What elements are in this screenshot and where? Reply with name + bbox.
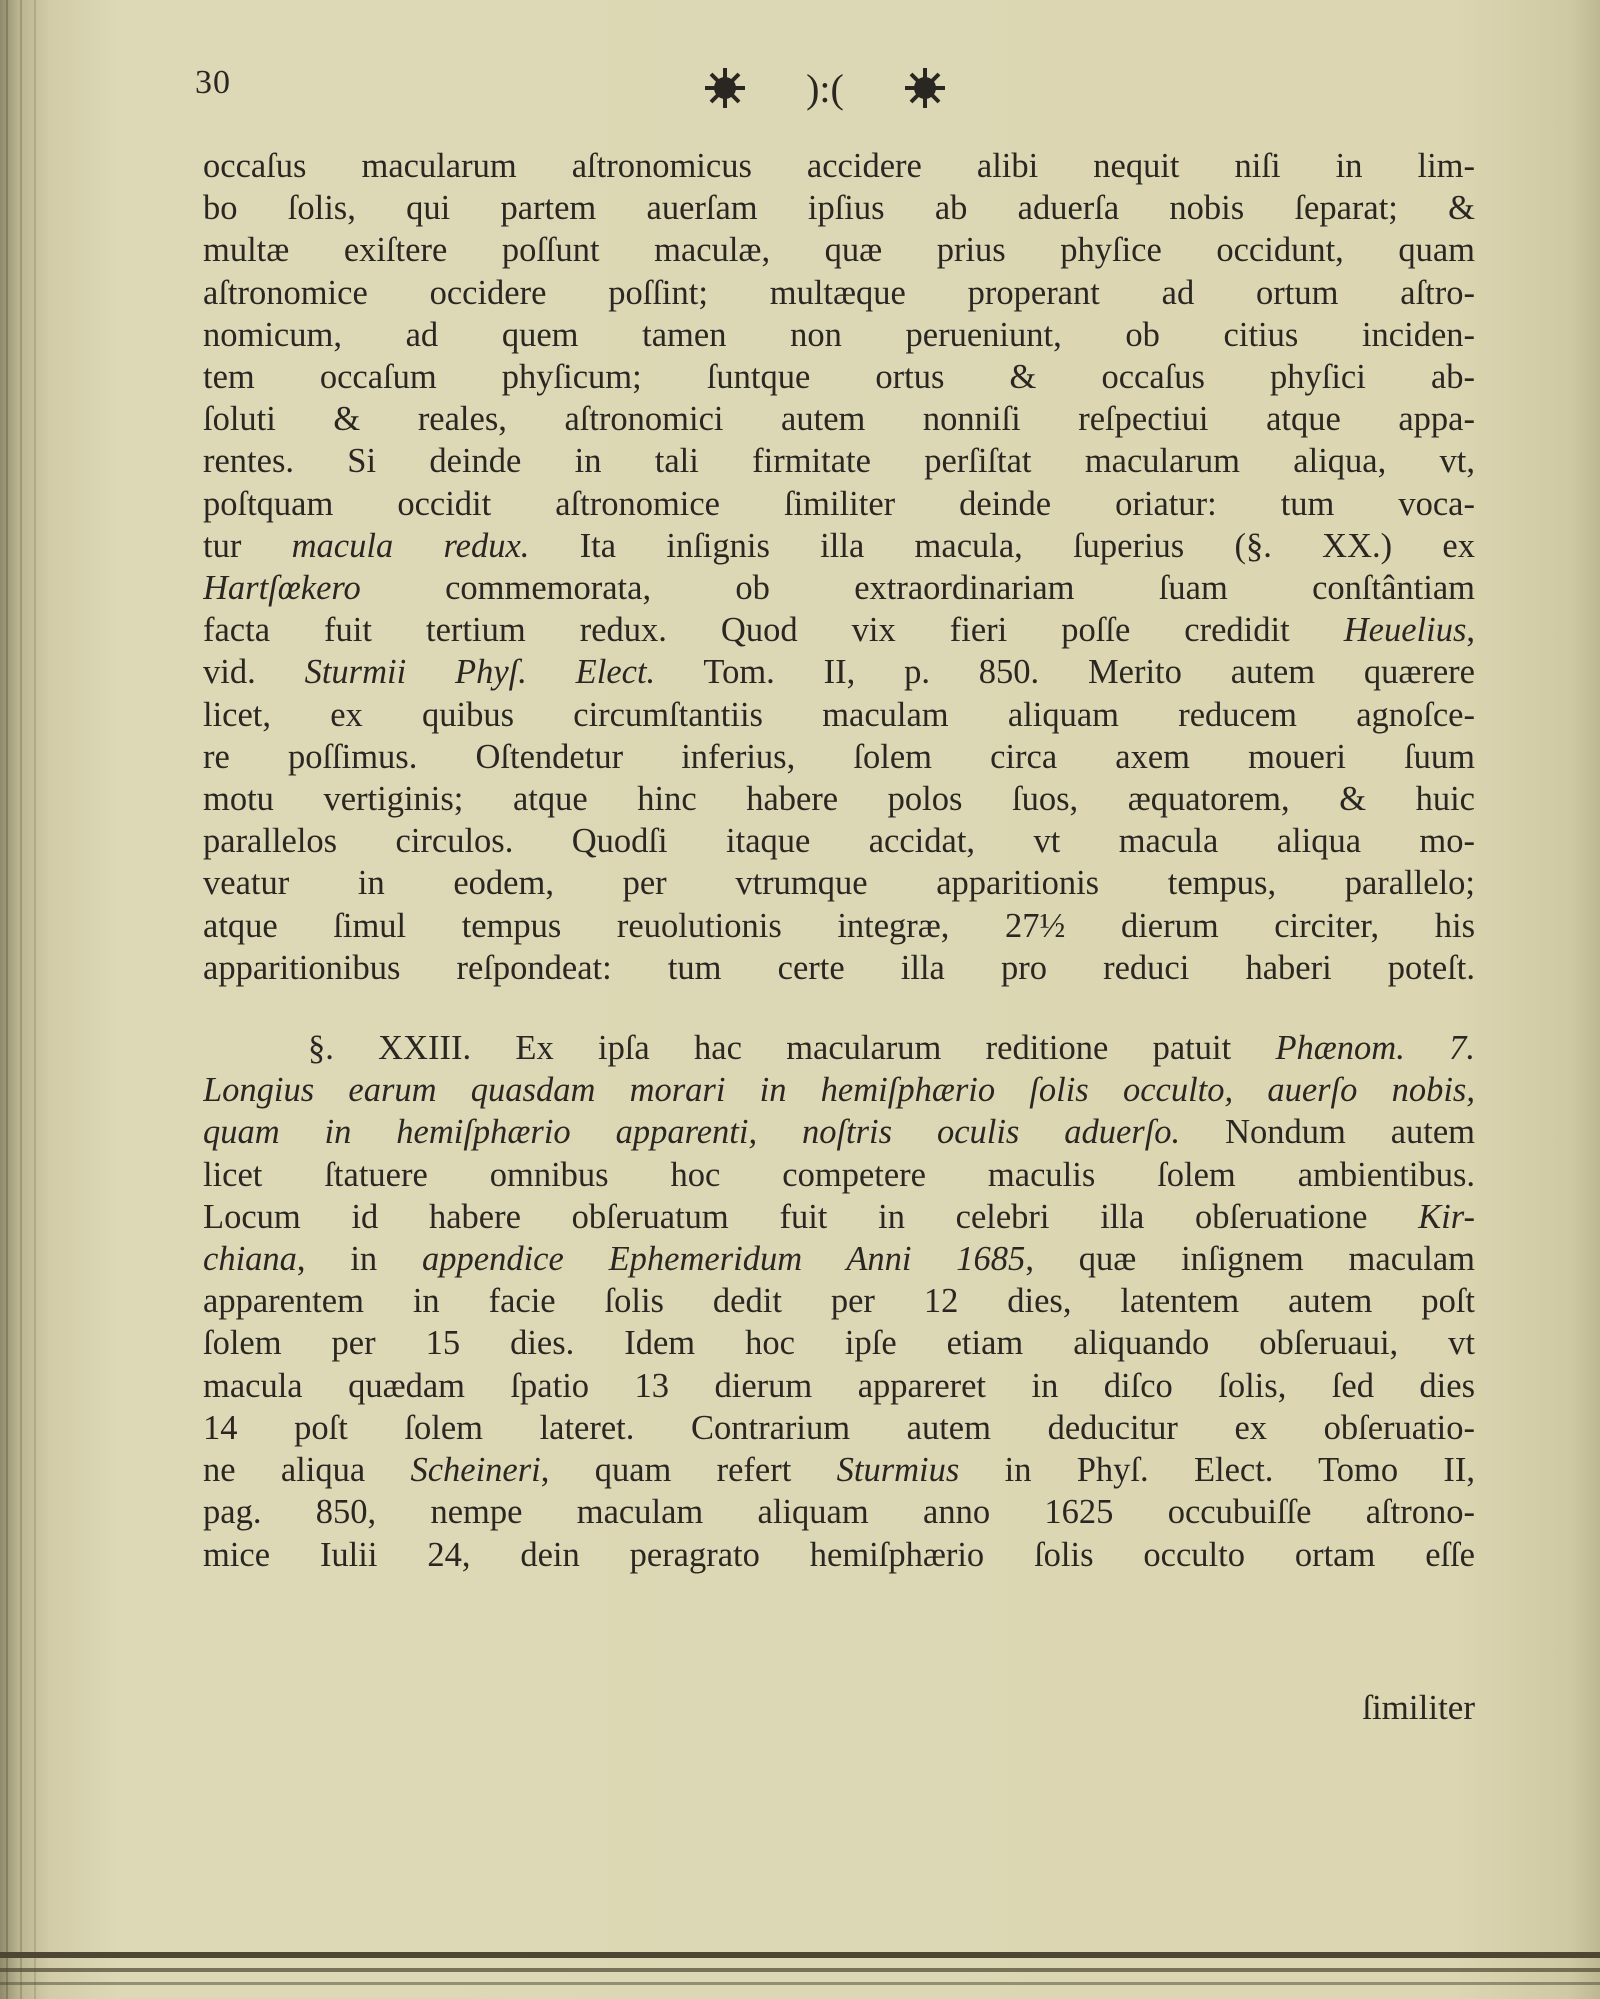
page-header (195, 58, 1475, 118)
text-line: apparitionibus reſpondeat: tum certe illa pro reduci haberi poteſt. (203, 948, 1475, 987)
text-line: bo ſolis, qui partem auerſam ipſius ab aduerſa nobis ſeparat; & (203, 189, 1475, 228)
italic-run: Sturmii Phyſ. Elect. (304, 653, 656, 692)
gutter-line (34, 0, 36, 1999)
text-run: , in (296, 1240, 422, 1279)
paragraph-1 (203, 145, 1475, 989)
italic-run: Scheineri (410, 1451, 541, 1490)
text-line: veatur in eodem, per vtrumque apparitionis tempus, parallelo; (203, 864, 1475, 903)
text-line: poſtquam occidit aſtronomice ſimiliter deinde oriatur: tum voca- (203, 484, 1475, 523)
italic-run: Kir- (1418, 1197, 1475, 1236)
main-text (203, 145, 1475, 1576)
ornament-icon (695, 58, 955, 118)
text-line (203, 1196, 1475, 1238)
text-line (203, 1449, 1475, 1491)
gutter-line (20, 0, 22, 1999)
italic-run: chiana (203, 1240, 297, 1279)
svg-text:):(: ):( (806, 66, 844, 111)
italic-run: Sturmius (836, 1451, 960, 1490)
text-run: Nondum autem (1180, 1113, 1475, 1152)
italic-run: Phænom. 7. (1275, 1029, 1475, 1068)
paragraph-2 (203, 1027, 1475, 1576)
text-line: licet, ex quibus circumſtantiis maculam aliquam reducem agnoſce- (203, 695, 1475, 734)
text-line: pag. 850, nempe maculam aliquam anno 1625 occubuiſſe aſtrono- (203, 1493, 1475, 1532)
text-run: , quam refert (540, 1451, 837, 1490)
text-line: tem occaſum phyſicum; ſuntque ortus & occaſus phyſici ab- (203, 358, 1475, 397)
text-line: motu vertiginis; atque hinc habere polos ſuos, æquatorem, & huic (203, 780, 1475, 819)
text-line (203, 1027, 1475, 1069)
text-line (203, 651, 1475, 693)
text-line: re poſſimus. Oſtendetur inferius, ſolem circa axem moueri ſuum (203, 737, 1475, 776)
catchword: ſimiliter (1362, 1688, 1475, 1727)
text-run: in Phyſ. Elect. Tomo II, (959, 1451, 1475, 1490)
italic-run: Heuelius (1343, 611, 1467, 650)
header-ornament (695, 58, 955, 118)
text-run: Locum id habere obſeruatum fuit in celebri illa obſeruatione (203, 1197, 1419, 1236)
text-line (203, 525, 1475, 567)
text-line: nomicum, ad quem tamen non perueniunt, ob citius inciden- (203, 315, 1475, 354)
italic-run: Hartſœkero (203, 569, 361, 608)
text-line: ſolem per 15 dies. Idem hoc ipſe etiam aliquando obſeruaui, vt (203, 1324, 1475, 1363)
italic-run: macula redux. (291, 526, 530, 565)
text-line: atque ſimul tempus reuolutionis integræ, 27½ dierum circiter, his (203, 906, 1475, 945)
text-line (203, 609, 1475, 651)
text-run: ne aliqua (203, 1451, 411, 1490)
text-run: Tom. II, p. 850. Merito autem quærere (655, 653, 1475, 692)
text-line: occaſus macularum aſtronomicus accidere alibi nequit niſi in lim- (203, 147, 1475, 185)
text-run: Ita inſignis illa macula, ſuperius (§. XX.) ex (529, 526, 1475, 565)
text-run: , quæ inſignem maculam (1025, 1240, 1475, 1279)
page-number: 30 (195, 64, 231, 101)
text-line: ſoluti & reales, aſtronomici autem nonniſi reſpectiui atque appa- (203, 400, 1475, 439)
text-line: parallelos circulos. Quodſi itaque accidat, vt macula aliqua mo- (203, 822, 1475, 861)
text-line: rentes. Si deinde in tali firmitate perſiſtat macularum aliqua, vt, (203, 442, 1475, 481)
text-line (203, 1238, 1475, 1280)
text-line: apparentem in facie ſolis dedit per 12 dies, latentem autem poſt (203, 1282, 1475, 1321)
text-run: commemorata, ob extraordinariam ſuam conſtântiam (360, 569, 1475, 608)
italic-run: Longius earum quasdam morari in hemiſphærio ſolis occulto, auerſo nobis, (203, 1071, 1475, 1110)
text-run: §. XXIII. Ex ipſa hac macularum reditione patuit (308, 1029, 1276, 1068)
text-line: 14 poſt ſolem lateret. Contrarium autem deducitur ex obſeruatio- (203, 1408, 1475, 1447)
text-line (203, 1069, 1475, 1111)
italic-run: appendice Ephemeridum Anni 1685 (422, 1240, 1026, 1279)
italic-run: quam in hemiſphærio apparenti, noſtris oculis aduerſo. (203, 1113, 1181, 1152)
gutter-line (6, 0, 8, 1999)
text-line: licet ſtatuere omnibus hoc competere maculis ſolem ambientibus. (203, 1155, 1475, 1194)
text-line: macula quædam ſpatio 13 dierum appareret in diſco ſolis, ſed dies (203, 1366, 1475, 1405)
page-bottom-edge (0, 1968, 1600, 1972)
text-line: multæ exiſtere poſſunt maculæ, quæ prius phyſice occidunt, quam (203, 231, 1475, 270)
text-line: mice Iulii 24, dein peragrato hemiſphærio ſolis occulto ortam eſſe (203, 1535, 1475, 1574)
text-line (203, 567, 1475, 609)
page-bottom-edge (0, 1982, 1600, 1985)
text-line (203, 1111, 1475, 1153)
text-line: aſtronomice occidere poſſint; multæque properant ad ortum aſtro- (203, 273, 1475, 312)
text-run: tur (203, 526, 292, 565)
text-run: , (1466, 611, 1475, 650)
page-bottom-edge (0, 1952, 1600, 1958)
text-run: vid. (203, 653, 305, 692)
text-run: facta fuit tertium redux. Quod vix fieri poſſe credidit (203, 611, 1344, 650)
